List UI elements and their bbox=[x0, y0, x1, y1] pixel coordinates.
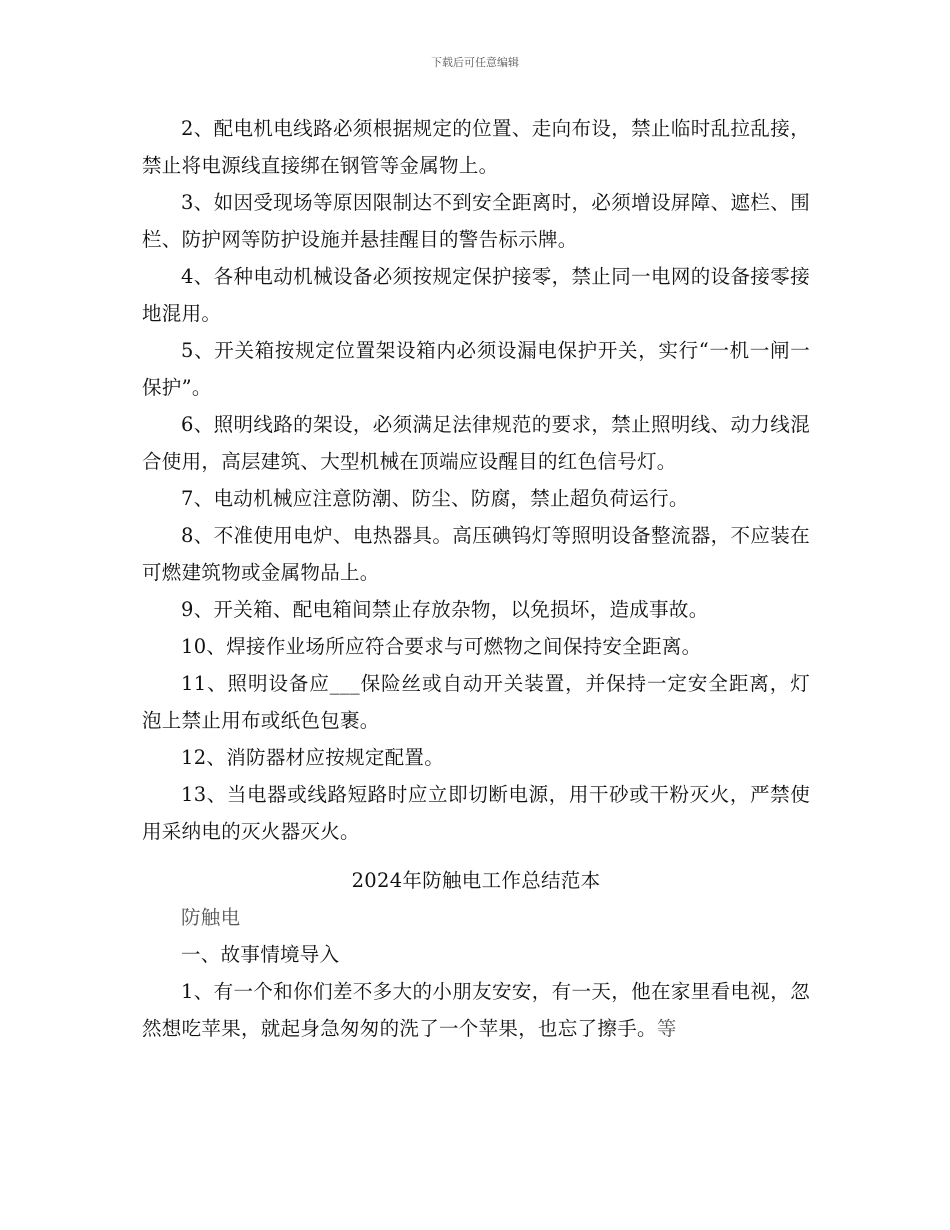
paragraph-2: 2、配电机电线路必须根据规定的位置、走向布设，禁止临时乱拉乱接，禁止将电源线直接绑在钢管等金属物上。 bbox=[142, 117, 810, 177]
paragraph-4: 4、各种电动机械设备必须按规定保护接零，禁止同一电网的设备接零接地混用。 bbox=[142, 265, 810, 325]
paragraph-9: 9、开关箱、配电箱间禁止存放杂物，以免损坏，造成事故。 bbox=[181, 598, 709, 621]
paragraph-12: 12、消防器材应按规定配置。 bbox=[181, 746, 445, 769]
paragraph-5: 5、开关箱按规定位置架设箱内必须设漏电保护开关，实行“一机一闸一保护”。 bbox=[142, 339, 810, 399]
paragraph-3: 3、如因受现场等原因限制达不到安全距离时，必须增设屏障、遮栏、围栏、防护网等防护设施并悬挂醒目的警告标示牌。 bbox=[142, 191, 810, 251]
section-title: 2024年防触电工作总结范本 bbox=[351, 869, 601, 892]
story-paragraph bbox=[142, 973, 810, 1047]
paragraph-11: 11、照明设备应___保险丝或自动开关装置，并保持一定安全距离，灯泡上禁止用布或纸色包裹。 bbox=[142, 672, 810, 732]
section-block bbox=[142, 862, 810, 1047]
document-body bbox=[142, 110, 810, 850]
page-header: 下载后可任意编辑 bbox=[431, 56, 519, 69]
paragraph-8: 8、不准使用电炉、电热器具。高压碘钨灯等照明设备整流器，不应装在可燃建筑物或金属物品上。 bbox=[142, 524, 810, 584]
subtitle: 防触电 bbox=[181, 906, 241, 929]
story-tail: 等 bbox=[656, 1017, 677, 1040]
section-heading: 一、故事情境导入 bbox=[181, 943, 340, 966]
paragraph-13: 13、当电器或线路短路时应立即切断电源，用干砂或干粉灭火，严禁使用采纳电的灭火器灭火。 bbox=[142, 783, 810, 843]
paragraph-7: 7、电动机械应注意防潮、防尘、防腐，禁止超负荷运行。 bbox=[181, 487, 689, 510]
story-text: 1、有一个和你们差不多大的小朋友安安，有一天，他在家里看电视，忽然想吃苹果，就起身急匆匆的洗了一个苹果，也忘了擦手。 bbox=[142, 980, 810, 1040]
paragraph-6: 6、照明线路的架设，必须满足法律规范的要求，禁止照明线、动力线混合使用，高层建筑、大型机械在顶端应设醒目的红色信号灯。 bbox=[142, 413, 810, 473]
paragraph-10: 10、焊接作业场所应符合要求与可燃物之间保持安全距离。 bbox=[181, 635, 702, 658]
